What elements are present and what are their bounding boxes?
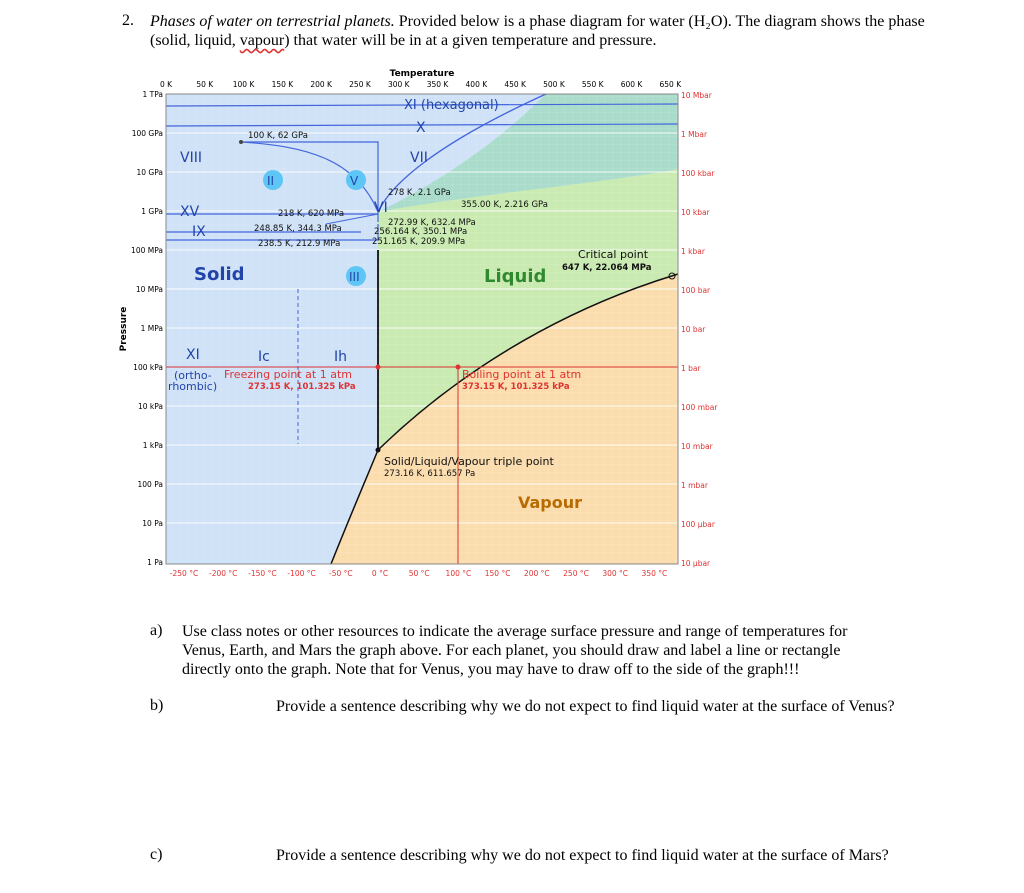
bar-tick-label: 10 mbar [681, 442, 713, 451]
celsius-tick-label: 250 °C [563, 569, 589, 578]
part-c-label: c) [150, 846, 163, 863]
pascal-tick-label: 1 TPa [142, 90, 163, 99]
part-a-text: Use class notes or other resources to indicate the average surface pressure and range of temperatures for Venus, Earth, and Mars the graph above. For each planet, you should draw and label a line or rectangle directly onto the graph. Note that for Venus, you may have to draw off to the side of the graph!!! [182, 623, 848, 678]
ice-xi-hex-label: XI (hexagonal) [404, 98, 499, 113]
pascal-ticks [131, 90, 163, 567]
ice-iii-label: III [349, 270, 360, 284]
kelvin-tick-label: 250 K [349, 80, 371, 89]
bar-tick-label: 100 kbar [681, 169, 715, 178]
bar-tick-label: 1 Mbar [681, 130, 708, 139]
kelvin-ticks [160, 80, 682, 89]
point-272k-label: 272.99 K, 632.4 MPa [388, 218, 476, 228]
kelvin-tick-label: 650 K [659, 80, 682, 89]
bar-tick-label: 100 µbar [681, 520, 715, 529]
pascal-tick-label: 10 kPa [137, 402, 163, 411]
point-251k-label: 251.165 K, 209.9 MPa [372, 237, 466, 247]
triple-point-value: 273.16 K, 611.657 Pa [384, 469, 476, 479]
pascal-tick-label: 1 Pa [147, 558, 163, 567]
question-title: Phases of water on terrestrial planets. [150, 13, 395, 30]
solid-label: Solid [194, 264, 245, 285]
ice-xi-sub1-label: (ortho- [174, 369, 212, 382]
bar-tick-label: 1 mbar [681, 481, 708, 490]
celsius-tick-label: -250 °C [169, 569, 199, 578]
celsius-tick-label: 300 °C [602, 569, 629, 578]
part-c-text: Provide a sentence describing why we do not expect to find liquid water at the surface of Mars? [276, 847, 889, 864]
y-axis-title: Pressure [119, 306, 129, 352]
bar-ticks [681, 91, 718, 568]
celsius-tick-label: -150 °C [248, 569, 277, 578]
ice-viii-label: VIII [180, 150, 202, 166]
kelvin-tick-label: 450 K [504, 80, 526, 89]
vapour-label: Vapour [518, 493, 583, 512]
question-intro-end: ) that water will be in at a given temperature and pressure. [284, 32, 657, 49]
point-355k-label: 355.00 K, 2.216 GPa [461, 200, 548, 210]
point-248k-label: 248.85 K, 344.3 MPa [254, 224, 342, 234]
ice-xv-label: XV [180, 204, 200, 220]
ice-ih-label: Ih [334, 349, 348, 365]
kelvin-tick-label: 150 K [271, 80, 294, 89]
celsius-tick-label: -100 °C [287, 569, 316, 578]
ice-vii-label: VII [410, 150, 428, 166]
celsius-ticks [170, 569, 667, 578]
ice-x-label: X [416, 120, 426, 136]
pascal-tick-label: 10 MPa [135, 285, 163, 294]
point-278k-label: 278 K, 2.1 GPa [388, 188, 451, 198]
critical-point-value: 647 K, 22.064 MPa [562, 263, 652, 273]
bar-tick-label: 100 bar [681, 286, 711, 295]
phase-diagram [116, 64, 730, 584]
bar-tick-label: 1 kbar [681, 247, 705, 256]
freezing-point-value: 273.15 K, 101.325 kPa [248, 382, 356, 392]
celsius-tick-label: 200 °C [523, 569, 550, 578]
triple-point-title: Solid/Liquid/Vapour triple point [384, 455, 554, 468]
bar-tick-label: 10 Mbar [681, 91, 712, 100]
point-238k-label: 238.5 K, 212.9 MPa [258, 239, 341, 249]
kelvin-tick-label: 500 K [543, 80, 565, 89]
point-100k-marker [239, 140, 243, 144]
point-218k-label: 218 K, 620 MPa [278, 209, 345, 219]
kelvin-tick-label: 0 K [159, 80, 173, 89]
kelvin-tick-label: 50 K [196, 80, 214, 89]
pascal-tick-label: 1 MPa [140, 324, 163, 333]
celsius-tick-label: 350 °C [641, 569, 668, 578]
ice-ii-label: II [267, 174, 275, 188]
triple-point-marker [376, 448, 381, 453]
pascal-tick-label: 100 kPa [133, 363, 163, 372]
celsius-tick-label: 150 °C [484, 569, 511, 578]
ice-v-label: V [350, 174, 359, 188]
liquid-label: Liquid [484, 266, 547, 287]
point-256k-label: 256.164 K, 350.1 MPa [374, 227, 468, 237]
critical-point-title: Critical point [578, 248, 649, 261]
freezing-point-title: Freezing point at 1 atm [224, 368, 352, 381]
ice-ix-label: IX [192, 224, 206, 240]
part-b-label: b) [150, 697, 164, 714]
ice-ic-label: Ic [258, 349, 270, 365]
bar-tick-label: 10 kbar [681, 208, 710, 217]
top-axis-title: Temperature [389, 69, 455, 79]
celsius-tick-label: 50 °C [408, 569, 430, 578]
kelvin-tick-label: 200 K [310, 80, 332, 89]
point-100k-label: 100 K, 62 GPa [248, 131, 308, 141]
question-intro-text: Provided below is a phase diagram for water (H₂O). The diagram shows the phase (solid, liquid, [150, 13, 925, 49]
celsius-tick-label: -200 °C [208, 569, 238, 578]
pascal-tick-label: 1 kPa [142, 441, 163, 450]
part-b-text: Provide a sentence describing why we do not expect to find liquid water at the surface of Venus? [276, 698, 895, 715]
kelvin-tick-label: 350 K [426, 80, 449, 89]
pascal-tick-label: 10 GPa [136, 168, 163, 177]
kelvin-tick-label: 100 K [232, 80, 255, 89]
ice-vi-label: VI [374, 200, 388, 216]
bar-tick-label: 10 bar [681, 325, 706, 334]
question-number: 2. [122, 12, 134, 29]
part-a-label: a) [150, 622, 163, 639]
pascal-tick-label: 1 GPa [141, 207, 163, 216]
boiling-point-value: 373.15 K, 101.325 kPa [462, 382, 570, 392]
kelvin-tick-label: 400 K [465, 80, 488, 89]
ice-xi-label: XI [186, 347, 200, 363]
bar-tick-label: 100 mbar [681, 403, 718, 412]
ice-xi-sub2-label: rhombic) [168, 380, 218, 393]
freezing-point-marker [376, 365, 381, 370]
celsius-tick-label: -50 °C [328, 569, 353, 578]
vapour-word: vapour [239, 32, 285, 49]
kelvin-tick-label: 300 K [387, 80, 410, 89]
pascal-tick-label: 100 MPa [131, 246, 163, 255]
kelvin-tick-label: 600 K [620, 80, 643, 89]
celsius-tick-label: 0 °C [371, 569, 389, 578]
boiling-point-title: Boiling point at 1 atm [462, 368, 582, 381]
pascal-tick-label: 10 Pa [142, 519, 163, 528]
boiling-point-marker [456, 365, 461, 370]
bar-tick-label: 10 µbar [681, 559, 711, 568]
pascal-tick-label: 100 GPa [131, 129, 163, 138]
celsius-tick-label: 100 °C [445, 569, 472, 578]
kelvin-tick-label: 550 K [581, 80, 604, 89]
pascal-tick-label: 100 Pa [137, 480, 163, 489]
question-intro [150, 12, 950, 50]
bar-tick-label: 1 bar [681, 364, 701, 373]
